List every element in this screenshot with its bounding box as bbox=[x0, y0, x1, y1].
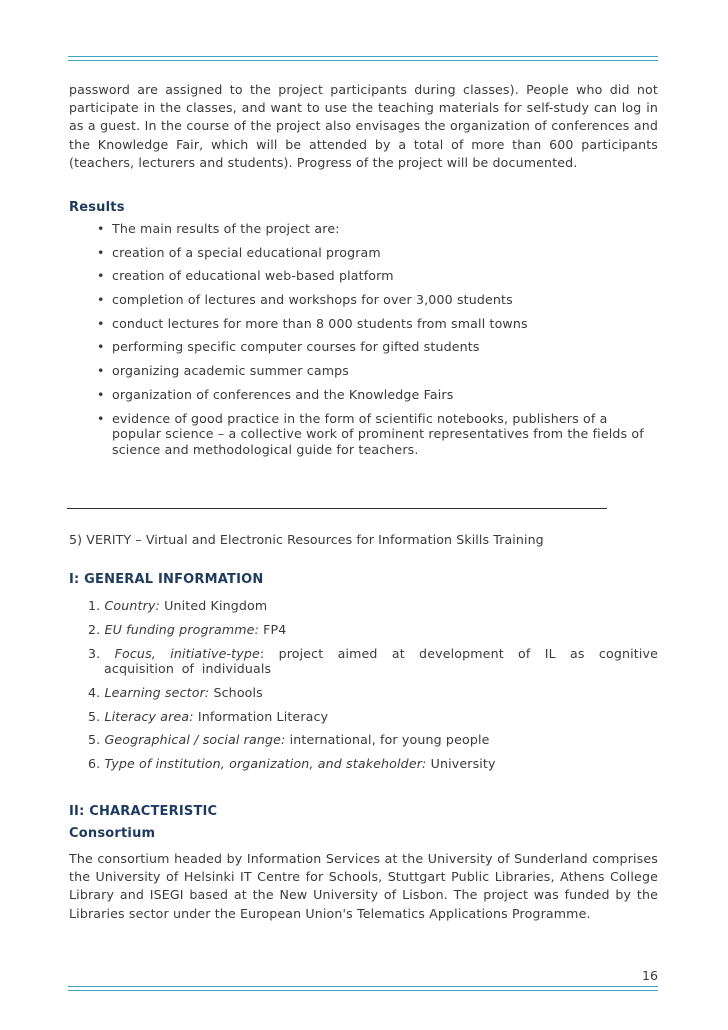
list-item: • performing specific computer courses for gifted students bbox=[97, 339, 480, 355]
general-info-list bbox=[88, 598, 658, 780]
list-item: • completion of lectures and workshops for over 3,000 students bbox=[97, 292, 513, 308]
list-item: 5. Literacy area: Information Literacy bbox=[88, 708, 329, 724]
info-label: Learning sector: bbox=[104, 684, 210, 700]
bullet-icon: • bbox=[97, 315, 105, 331]
footer-rule bbox=[68, 986, 658, 991]
consortium-subheading: Consortium bbox=[69, 826, 156, 841]
results-list bbox=[95, 221, 665, 465]
list-item: 1. Country: United Kingdom bbox=[88, 598, 268, 613]
characteristic-heading: II: CHARACTERISTIC bbox=[69, 804, 218, 819]
header-rule bbox=[68, 56, 658, 61]
list-item: • organizing academic summer camps bbox=[97, 363, 350, 379]
info-label: Focus, initiative-type bbox=[114, 645, 260, 661]
consortium-paragraph: The consortium headed by Information Services at the University of Sunderland comprises the University of Helsinki IT Centre for Schools, Stuttgart Public Libraries, Athens College Library and ISEGI based at the New University of Lisbon. The project was funded by the Libraries sector under the European Union's Telematics Applications Programme. bbox=[69, 851, 658, 921]
info-label: Literacy area: bbox=[104, 708, 194, 724]
general-info-heading: I: GENERAL INFORMATION bbox=[69, 572, 264, 587]
info-value: international, for young people bbox=[289, 732, 490, 748]
list-item: • creation of educational web-based platform bbox=[97, 268, 394, 284]
list-item: • evidence of good practice in the form of scientific notebooks, publishers of a popular science – a collective work of prominent representatives from the fields of science and methodological guide for teachers. bbox=[97, 410, 644, 457]
info-value: United Kingdom bbox=[164, 598, 268, 613]
page-number: 16 bbox=[641, 968, 658, 983]
bullet-icon: • bbox=[97, 410, 105, 426]
bullet-icon: • bbox=[97, 221, 105, 236]
intro-paragraph: password are assigned to the project participants during classes). People who did not participate in the classes, and want to use the teaching materials for self-study can log in as a guest. In the course of the project also envisages the organization of conferences and the Knowledge Fair, which will be attended by a total of more than 600 participants (teachers, lecturers and students). Progress of the project will be documented. bbox=[69, 82, 658, 170]
info-value: Schools bbox=[213, 684, 263, 700]
list-item: 2. EU funding programme: FP4 bbox=[88, 621, 287, 637]
info-value: : project aimed at development of IL as cognitive acquisition of individuals bbox=[104, 645, 658, 677]
info-value: University bbox=[430, 756, 496, 772]
results-heading: Results bbox=[69, 200, 125, 215]
info-value: FP4 bbox=[263, 621, 287, 637]
list-item: • creation of a special educational program bbox=[97, 244, 381, 260]
list-item: 3. Focus, initiative-type: project aimed at development of IL as cognitive acquisition of individuals bbox=[88, 645, 658, 677]
list-item: 6. Type of institution, organization, and stakeholder: University bbox=[88, 756, 496, 772]
list-item: • organization of conferences and the Knowledge Fairs bbox=[97, 386, 454, 402]
bullet-icon: • bbox=[97, 339, 105, 355]
info-value: Information Literacy bbox=[197, 708, 329, 724]
verity-title: 5) VERITY – Virtual and Electronic Resources for Information Skills Training bbox=[69, 532, 544, 547]
info-label: EU funding programme: bbox=[104, 621, 259, 637]
list-item: • conduct lectures for more than 8 000 students from small towns bbox=[97, 315, 528, 331]
list-item: 4. Learning sector: Schools bbox=[88, 684, 263, 700]
bullet-icon: • bbox=[97, 268, 105, 284]
bullet-icon: • bbox=[97, 292, 105, 308]
list-item: • The main results of the project are: bbox=[97, 221, 340, 236]
list-item: 5. Geographical / social range: international, for young people bbox=[88, 732, 490, 748]
info-label: Country: bbox=[104, 598, 160, 613]
section-separator bbox=[67, 508, 607, 509]
info-label: Type of institution, organization, and stakeholder: bbox=[104, 756, 427, 772]
info-label: Geographical / social range: bbox=[104, 732, 286, 748]
bullet-icon: • bbox=[97, 386, 105, 402]
bullet-icon: • bbox=[97, 363, 105, 379]
bullet-icon: • bbox=[97, 244, 105, 260]
